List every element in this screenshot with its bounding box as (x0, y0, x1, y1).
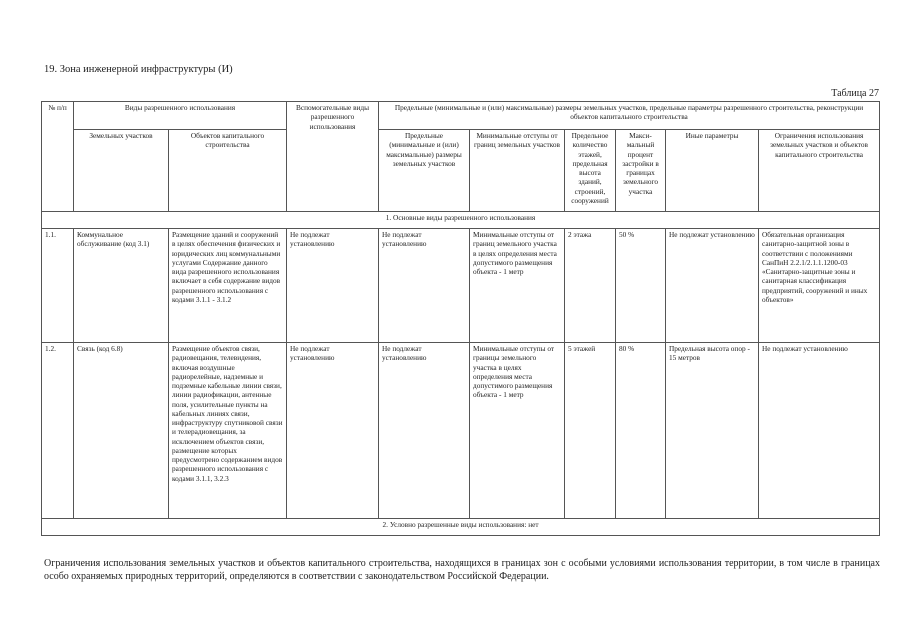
row-aux: Не подлежат установлению (287, 229, 379, 343)
header-row-top (42, 102, 880, 130)
row-restrictions: Не подлежат установлению (759, 343, 880, 519)
row-aux: Не подлежат установлению (287, 343, 379, 519)
row-coverage: 80 % (616, 343, 666, 519)
header-limits-group: Предельные (минимальные и (или) максимальные) размеры земельных участков, предельные параметры разрешенного строительства, реконструкции объектов капитального строительства (379, 102, 880, 130)
table-row (42, 229, 880, 343)
row-coverage: 50 % (616, 229, 666, 343)
row-floors: 2 этажа (565, 229, 616, 343)
row-other: Предельная высота опор - 15 метров (666, 343, 759, 519)
footer-note: Ограничения использования земельных участков и объектов капитального строительства, находящихся в границах зон с особыми условиями использования территории, в том числе в границах особо охраняемых природных территорий, определяются в соответствии с законодательством Российской Федерации. (44, 558, 880, 582)
header-row-sub (42, 130, 880, 212)
row-num: 1.2. (42, 343, 74, 519)
row-land-use: Коммунальное обслуживание (код 3.1) (74, 229, 169, 343)
section-conditional-uses: 2. Условно разрешенные виды использования: нет (42, 519, 880, 536)
row-num: 1.1. (42, 229, 74, 343)
header-restrictions: Ограничения использования земельных участков и объектов капитального строительства (759, 130, 880, 212)
header-plot-sizes: Предельные (минимальные и (или) максимальные) размеры земельных участков (379, 130, 470, 212)
row-restrictions: Обязательная организация санитарно-защитной зоны в соответствии с положениями СанПиН 2.2.1/2.1.1.1200-03 «Санитарно-защитные зоны и санитарная классификация предприятий, сооружений и иных объектов» (759, 229, 880, 343)
row-floors: 5 этажей (565, 343, 616, 519)
row-sizes: Не подлежат установлению (379, 343, 470, 519)
table-number: Таблица 27 (831, 88, 879, 99)
row-objects: Размещение объектов связи, радиовещания, телевидения, включая воздушные радиорелейные, надземные и подземные кабельные линии связи, линии радиофикации, антенные поля, усилительные пункты на кабельных линиях связи, инфраструктуру спутниковой связи и телерадиовещания, за исключением объектов связи, размещение которых предусмотрено содержанием видов разрешенного использования с кодами 3.1.1, 3.2.3 (169, 343, 287, 519)
header-other-params: Иные параметры (666, 130, 759, 212)
row-sizes: Не подлежат установлению (379, 229, 470, 343)
header-capital-objects: Объектов капитального строительства (169, 130, 287, 212)
row-objects: Размещение зданий и сооружений в целях обеспечения физических и юридических лиц коммунальными услугами Содержание данного вида разрешенного использования включает в себя содержание видов разрешенного использования с кодами 3.1.1 - 3.1.2 (169, 229, 287, 343)
header-land-plots: Земельных участков (74, 130, 169, 212)
zone-title: 19. Зона инженерной инфраструктуры (И) (44, 64, 233, 75)
row-setbacks: Минимальные отступы от границ земельного участка в целях определения места допустимого размещения объекта - 1 метр (470, 229, 565, 343)
section-row-conditional (42, 519, 880, 536)
row-other: Не подлежат установлению (666, 229, 759, 343)
header-auxiliary-types: Вспомогательные виды разрешенного использования (287, 102, 379, 212)
header-permitted-use-types: Виды разрешенного использования (74, 102, 287, 130)
header-coverage: Макси-мальный процент застройки в границах земельного участка (616, 130, 666, 212)
row-land-use: Связь (код 6.8) (74, 343, 169, 519)
table-row (42, 343, 880, 519)
row-setbacks: Минимальные отступы от границы земельного участка в целях определения места допустимого размещения объекта - 1 метр (470, 343, 565, 519)
header-num: № п/п (42, 102, 74, 212)
header-min-setbacks: Минимальные отступы от границ земельных участков (470, 130, 565, 212)
section-main-uses: 1. Основные виды разрешенного использования (42, 212, 880, 229)
section-row-main (42, 212, 880, 229)
header-floors: Предельное количество этажей, предельная высота зданий, строений, сооружений (565, 130, 616, 212)
zone-regulations-table (41, 101, 880, 536)
